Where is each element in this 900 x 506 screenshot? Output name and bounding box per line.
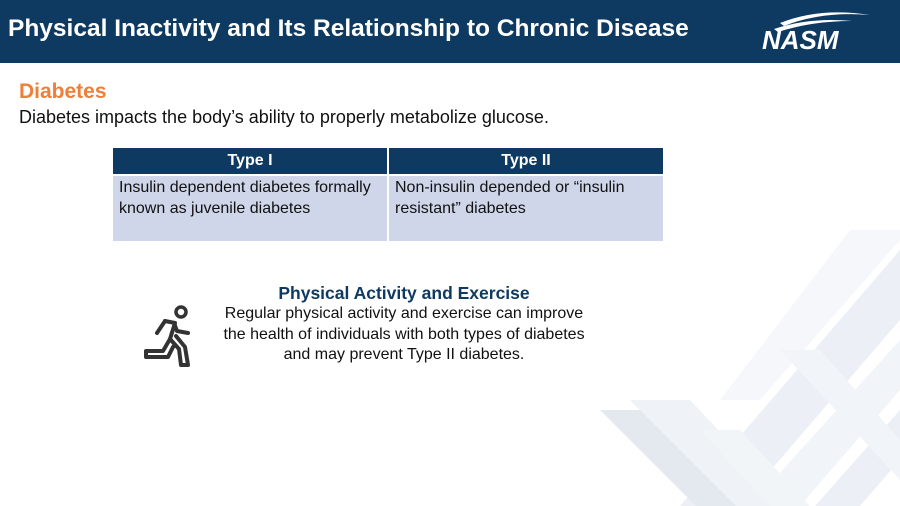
nasm-logo xyxy=(740,9,890,55)
slide-title: Physical Inactivity and Its Relationship to Chronic Disease xyxy=(8,15,689,42)
section-subtitle: Diabetes impacts the body’s ability to properly metabolize glucose. xyxy=(19,107,549,127)
logo-wordmark: NASM xyxy=(762,25,839,55)
decorative-stripes xyxy=(600,230,900,506)
table-row xyxy=(113,175,663,241)
activity-line: and may prevent Type II diabetes. xyxy=(283,346,525,363)
activity-line: the health of individuals with both types of diabetes xyxy=(223,325,585,343)
activity-line: Regular physical activity and exercise can improve xyxy=(224,305,584,322)
header-bar xyxy=(0,0,900,63)
diabetes-types-table xyxy=(113,148,663,241)
section-title: Diabetes xyxy=(19,80,107,103)
table-header-cell: Type I xyxy=(113,148,388,175)
table-cell: Non-insulin depended or “insulin resistant” diabetes xyxy=(388,175,663,241)
table-header-cell: Type II xyxy=(388,148,663,175)
table-cell: Insulin dependent diabetes formally known as juvenile diabetes xyxy=(113,175,388,241)
activity-title: Physical Activity and Exercise xyxy=(278,283,530,303)
running-person-icon xyxy=(141,305,199,369)
table-header-row xyxy=(113,148,663,175)
activity-body xyxy=(207,304,601,366)
